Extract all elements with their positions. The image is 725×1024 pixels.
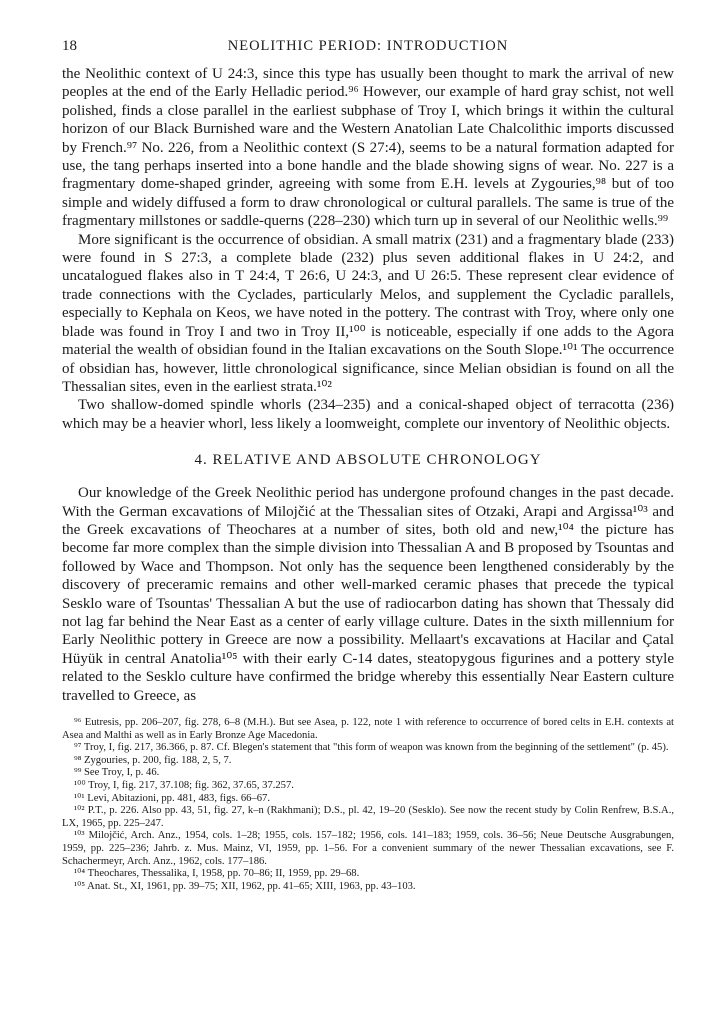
footnote-101: ¹⁰¹ Levi, Abitazioni, pp. 481, 483, figs. 66–67. [74, 792, 270, 804]
body-paragraph-3: Two shallow-domed spindle whorls (234–235) and a conical-shaped object of terracotta (236) which may be a heavier whorl, less likely a loomweight, complete our inventory of Neolithic objects. [62, 397, 674, 432]
footnote-104: ¹⁰⁴ Theochares, Thessalika, I, 1958, pp. 70–86; II, 1959, pp. 29–68. [74, 868, 360, 880]
document-page [62, 38, 674, 893]
footnote-97: ⁹⁷ Troy, I, fig. 217, 36.366, p. 87. Cf. Blegen's statement that "this form of weapon was known from the beginning of the settlement" (p. 45). [74, 742, 669, 754]
footnote-96: ⁹⁶ Eutresis, pp. 206–207, fig. 278, 6–8 (M.H.). But see Asea, p. 122, note 1 with reference to occurrence of bored celts in E.H. contexts at Asea and Malthi as well as in Early Bronze Age Macedonia. [62, 717, 674, 741]
section-heading: 4. RELATIVE AND ABSOLUTE CHRONOLOGY [194, 452, 542, 469]
page-number: 18 [62, 38, 77, 54]
footnote-98: ⁹⁸ Zygouries, p. 200, fig. 188, 2, 5, 7. [74, 754, 232, 766]
footnote-100: ¹⁰⁰ Troy, I, fig. 217, 37.108; fig. 362, 37.65, 37.257. [74, 779, 294, 791]
running-title: NEOLITHIC PERIOD: INTRODUCTION [227, 38, 509, 54]
footnote-105: ¹⁰⁵ Anat. St., XI, 1961, pp. 39–75; XII, 1962, pp. 41–65; XIII, 1963, pp. 43–103. [74, 880, 416, 892]
footnotes [62, 717, 674, 893]
footnote-102: ¹⁰² P.T., p. 226. Also pp. 43, 51, fig. 27, k–n (Rakhmani); D.S., pl. 42, 19–20 (Sesklo). See now the recent study by Colin Renfrew, B.S.A., LX, 1965, pp. 225–247. [62, 805, 674, 829]
footnote-99: ⁹⁹ See Troy, I, p. 46. [74, 767, 160, 779]
body-paragraph-1: the Neolithic context of U 24:3, since this type has usually been thought to mark the arrival of new peoples at the end of the Early Helladic period.⁹⁶ However, our example of hard gray schist, not well polished, finds a close parallel in the earliest subphase of Troy I, which brings it within the cultural horizon of our Black Burnished ware and the Western Anatolian Late Chalcolithic imports discussed by French.⁹⁷ No. 226, from a Neolithic context (S 27:4), seems to be a natural formation adapted for use, the tang perhaps inserted into a bone handle and the blade showing signs of wear. No. 227 is a fragmentary dome-shaped grinder, agreeing with some from E.H. levels at Zygouries,⁹⁸ but of too simple and widely diffused a form to draw chronological or cultural parallels. The same is true of the fragmentary millstones or saddle-querns (228–230) which turn up in several of our Neolithic wells.⁹⁹ [62, 66, 674, 230]
body-paragraph-2: More significant is the occurrence of obsidian. A small matrix (231) and a fragmentary blade (233) were found in S 27:3, a complete blade (232) plus seven additional flakes in U 24:2, and uncatalogued flakes also in T 24:4, T 26:6, U 24:3, and U 26:5. These represent clear evidence of trade connections with the Cyclades, particularly Melos, and supplement the Cycladic parallels, especially to Kephala on Keos, we have noted in the pottery. The contrast with Troy, where only one blade was found in Troy I and two in Troy II,¹⁰⁰ is noticeable, especially if one adds to the Agora material the wealth of obsidian found in the Italian excavations on the South Slope.¹⁰¹ The occurrence of obsidian has, however, little chronological significance, since Melian obsidian is found on all the Thessalian sites, even in the earliest strata.¹⁰² [62, 231, 674, 395]
section-paragraph: Our knowledge of the Greek Neolithic period has undergone profound changes in the past decade. With the German excavations of Milojčić at the Thessalian sites of Otzaki, Arapi and Argissa¹⁰³ and the Greek excavations of Theochares at a number of sites, both old and new,¹⁰⁴ the picture has become far more complex than the simple division into Thessalian A and B proposed by Tsountas and followed by Wace and Thompson. Not only has the sequence been lengthened considerably by the discovery of preceramic remains and other well-marked ceramic phases that precede the typical Sesklo ware of Tsountas' Thessalian A but the use of radiocarbon dating has shown that Thessaly did not lag far behind the Near East as a center of early village culture. Dates in the sixth millennium for Early Neolithic pottery in Greece are now a possibility. Mellaart's excavations at Hacilar and Çatal Hüyük in central Anatolia¹⁰⁵ with their early C-14 dates, steatopygous figurines and a pottery style related to the Sesklo culture have confirmed the bridge whereby this essentially Near Eastern culture travelled to Greece, as [62, 485, 674, 704]
footnote-103: ¹⁰³ Milojčić, Arch. Anz., 1954, cols. 1–28; 1955, cols. 157–182; 1956, cols. 141–183; 1959, cols. 36–56; Neue Deutsche Ausgrabungen, 1959, pp. 225–236; Jahrb. z. Mus. Mainz, VI, 1959, pp. 1–56. For a convenient summary of the newer Thessalian excavations, see F. Schachermeyr, Arch. Anz., 1962, cols. 177–186. [62, 830, 674, 867]
page-header [62, 38, 674, 55]
